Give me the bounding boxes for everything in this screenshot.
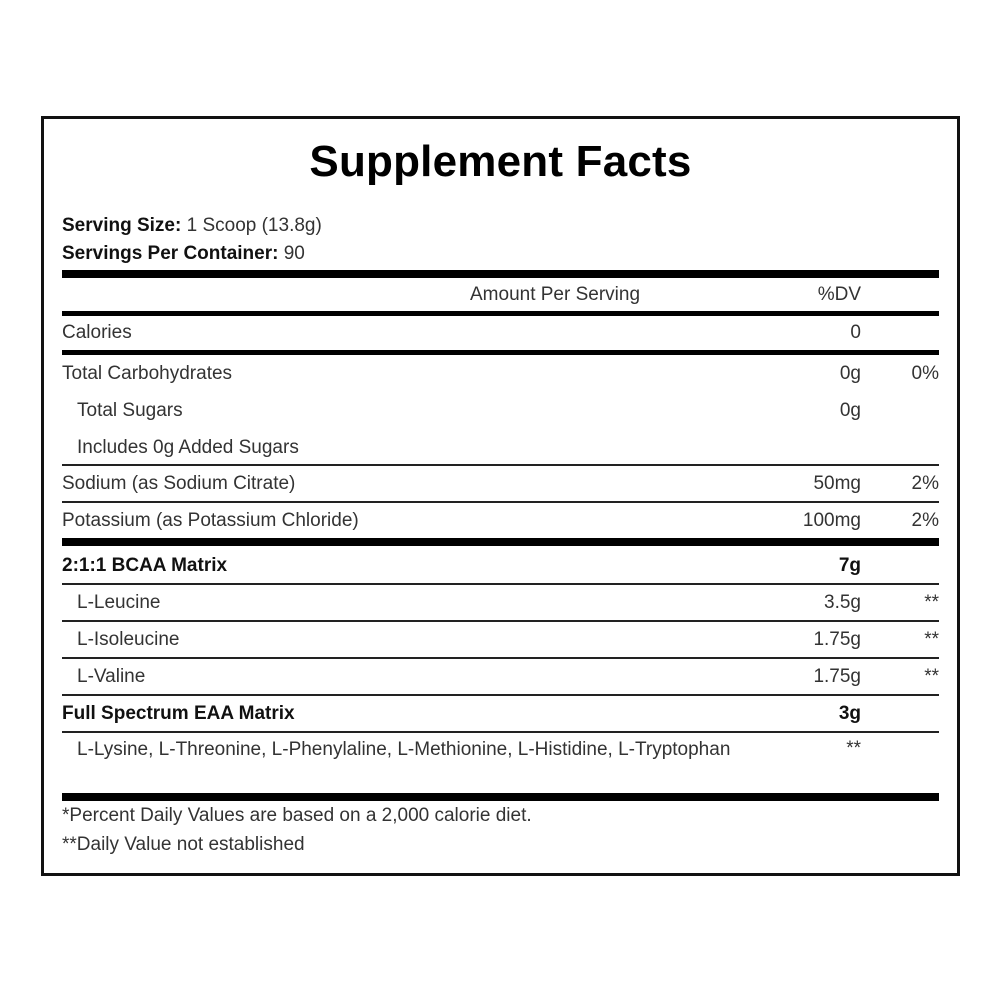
dv-header: %DV <box>817 284 861 305</box>
thin-divider <box>62 694 939 696</box>
nutrient-amount: 0g <box>839 400 861 421</box>
nutrient-label: L-Valine <box>77 666 146 687</box>
thin-divider <box>62 657 939 659</box>
servings-per-container-label: Servings Per Container: <box>62 243 279 264</box>
serving-size-value: 1 Scoop (13.8g) <box>186 215 322 236</box>
thin-divider <box>62 731 939 733</box>
nutrient-amount: 1.75g <box>813 629 861 650</box>
thin-divider <box>62 583 939 585</box>
footnote-not-established: **Daily Value not established <box>62 834 305 855</box>
servings-per-container-value: 90 <box>283 243 305 264</box>
nutrient-amount: 100mg <box>802 510 861 531</box>
medium-divider <box>62 311 939 316</box>
thin-divider <box>62 464 939 466</box>
panel-title: Supplement Facts <box>309 137 692 186</box>
nutrient-amount: 1.75g <box>813 666 861 687</box>
nutrient-amount: ** <box>846 738 861 759</box>
nutrient-label: 2:1:1 BCAA Matrix <box>62 555 228 576</box>
nutrient-label: Full Spectrum EAA Matrix <box>62 703 295 724</box>
nutrient-amount: 3.5g <box>824 592 861 613</box>
nutrient-dv: 2% <box>911 473 939 494</box>
nutrient-amount: 0g <box>839 363 861 384</box>
serving-size-label: Serving Size: <box>62 215 182 236</box>
thick-divider <box>62 270 939 278</box>
serving-size <box>62 215 322 237</box>
nutrient-dv: ** <box>924 666 939 687</box>
nutrient-label: Sodium (as Sodium Citrate) <box>62 473 296 494</box>
nutrient-amount: 0 <box>850 322 861 343</box>
thin-divider <box>62 620 939 622</box>
thick-divider <box>62 793 939 801</box>
medium-divider <box>62 350 939 355</box>
nutrient-label: L-Isoleucine <box>77 629 180 650</box>
nutrient-label: Includes 0g Added Sugars <box>77 437 299 458</box>
nutrient-amount: 7g <box>838 555 861 576</box>
nutrient-dv: 2% <box>911 510 939 531</box>
nutrient-label: L-Leucine <box>77 592 161 613</box>
supplement-facts-panel <box>41 116 960 876</box>
servings-per-container <box>62 243 305 265</box>
amount-per-serving-header: Amount Per Serving <box>470 284 641 305</box>
nutrient-dv: ** <box>924 592 939 613</box>
nutrient-label: Potassium (as Potassium Chloride) <box>62 510 359 531</box>
footnote-dv: *Percent Daily Values are based on a 2,000 calorie diet. <box>62 805 532 826</box>
nutrient-amount: 50mg <box>813 473 861 494</box>
thick-divider <box>62 538 939 546</box>
nutrient-dv: 0% <box>911 363 939 384</box>
thin-divider <box>62 501 939 503</box>
nutrient-label: Calories <box>62 322 132 343</box>
nutrient-label: Total Sugars <box>77 400 183 421</box>
nutrient-label: L-Lysine, L-Threonine, L-Phenylaline, L-Methionine, L-Histidine, L-Tryptophan <box>77 739 731 760</box>
nutrient-amount: 3g <box>838 703 861 724</box>
nutrient-label: Total Carbohydrates <box>62 363 233 384</box>
nutrient-dv: ** <box>924 629 939 650</box>
